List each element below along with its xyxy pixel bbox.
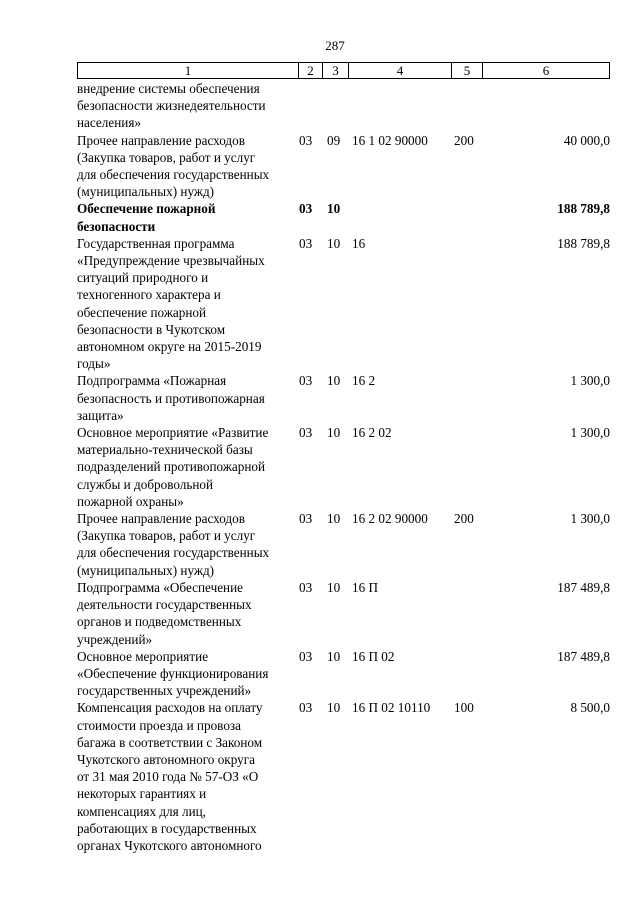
description-line: службы и добровольной xyxy=(77,476,214,492)
amount: 1 300,0 xyxy=(570,373,610,389)
description-line: работающих в государственных xyxy=(77,820,257,836)
description-line: для обеспечения государственных xyxy=(77,167,270,183)
description-line: безопасность и противопожарная xyxy=(77,390,265,406)
target-article-code: 16 П 02 10110 xyxy=(352,700,431,716)
subsection-code: 10 xyxy=(327,648,341,664)
section-code: 03 xyxy=(299,201,313,217)
table-row xyxy=(77,579,610,648)
description-line: стоимости проезда и провоза xyxy=(77,717,241,733)
target-article-code: 16 2 02 90000 xyxy=(352,511,428,527)
description-line: Компенсация расходов на оплату xyxy=(77,700,263,716)
page-number: 287 xyxy=(325,38,345,53)
description-line: (Закупка товаров, работ и услуг xyxy=(77,528,256,544)
header-col-1: 1 xyxy=(184,63,192,78)
description-line: компенсациях для лиц, xyxy=(77,803,206,819)
header-col-6: 6 xyxy=(482,63,609,78)
table-row xyxy=(77,235,610,373)
table-row xyxy=(77,372,610,424)
description-line: багажа в соответствии с Законом xyxy=(77,734,263,750)
description-line: подразделений противопожарной xyxy=(77,459,266,475)
subsection-code: 10 xyxy=(327,201,341,217)
row-description xyxy=(77,235,302,373)
description-line: (муниципальных) нужд) xyxy=(77,184,215,200)
section-code: 03 xyxy=(299,425,313,441)
table-row xyxy=(77,648,610,700)
table-row xyxy=(77,80,610,132)
description-line: «Обеспечение функционирования xyxy=(77,665,269,681)
description-line: некоторых гарантиях и xyxy=(77,786,207,802)
description-line: Прочее направление расходов xyxy=(77,511,245,527)
row-description xyxy=(77,372,302,424)
amount: 188 789,8 xyxy=(557,235,610,251)
expense-type-code: 200 xyxy=(454,132,474,148)
expense-type-code: 100 xyxy=(454,700,474,716)
description-line: Чукотского автономного округа xyxy=(77,751,255,767)
row-description xyxy=(77,648,302,700)
section-code: 03 xyxy=(299,648,313,664)
amount: 40 000,0 xyxy=(563,132,610,148)
subsection-code: 10 xyxy=(327,511,341,527)
section-code: 03 xyxy=(299,700,313,716)
amount: 188 789,8 xyxy=(557,201,610,217)
description-line: внедрение системы обеспечения xyxy=(77,81,260,96)
subsection-code: 10 xyxy=(327,700,341,716)
description-line: органах Чукотского автономного xyxy=(77,837,262,853)
row-description xyxy=(77,80,302,132)
amount: 187 489,8 xyxy=(557,579,610,595)
description-line: Подпрограмма «Обеспечение xyxy=(77,579,244,595)
row-description xyxy=(77,510,302,579)
subsection-code: 10 xyxy=(327,425,341,441)
amount: 1 300,0 xyxy=(570,425,610,441)
description-line: Основное мероприятие «Развитие xyxy=(77,425,269,441)
description-line: защита» xyxy=(77,407,124,423)
row-description xyxy=(77,424,302,510)
section-code: 03 xyxy=(299,132,313,148)
table-row xyxy=(77,132,610,201)
row-description xyxy=(77,699,302,854)
description-line: Прочее направление расходов xyxy=(77,132,245,148)
description-line: годы» xyxy=(77,356,111,372)
target-article-code: 16 П 02 xyxy=(352,648,395,664)
target-article-code: 16 2 xyxy=(352,373,376,389)
row-description xyxy=(77,579,302,648)
description-line: Государственная программа xyxy=(77,235,235,251)
row-description xyxy=(77,132,302,201)
description-line: (Закупка товаров, работ и услуг xyxy=(77,149,256,165)
section-code: 03 xyxy=(299,235,313,251)
subsection-code: 09 xyxy=(327,132,341,148)
amount: 187 489,8 xyxy=(557,648,610,664)
target-article-code: 16 xyxy=(352,235,366,251)
description-line: населения» xyxy=(77,115,141,131)
section-code: 03 xyxy=(299,511,313,527)
header-col-4: 4 xyxy=(348,63,451,78)
table-row xyxy=(77,200,610,234)
description-line: деятельности государственных xyxy=(77,597,252,613)
description-line: безопасности xyxy=(77,218,156,234)
description-line: для обеспечения государственных xyxy=(77,545,270,561)
header-col-2: 2 xyxy=(298,63,322,78)
subsection-code: 10 xyxy=(327,235,341,251)
section-code: 03 xyxy=(299,373,313,389)
table-row xyxy=(77,699,610,854)
subsection-code: 10 xyxy=(327,373,341,389)
description-line: безопасности в Чукотском xyxy=(77,321,226,337)
target-article-code: 16 1 02 90000 xyxy=(352,132,428,148)
header-col-3: 3 xyxy=(322,63,348,78)
target-article-code: 16 П xyxy=(352,579,379,595)
description-line: органов и подведомственных xyxy=(77,614,242,630)
description-line: Обеспечение пожарной xyxy=(77,201,216,217)
description-line: «Предупреждение чрезвычайных xyxy=(77,253,265,269)
subsection-code: 10 xyxy=(327,579,341,595)
header-col-5: 5 xyxy=(451,63,482,78)
description-line: Подпрограмма «Пожарная xyxy=(77,373,227,389)
expense-type-code: 200 xyxy=(454,511,474,527)
section-code: 03 xyxy=(299,579,313,595)
table-row xyxy=(77,424,610,510)
description-line: материально-технической базы xyxy=(77,442,253,458)
table-body xyxy=(77,80,610,854)
row-description xyxy=(77,200,302,234)
description-line: от 31 мая 2010 года № 57-ОЗ «О xyxy=(77,769,259,785)
description-line: безопасности жизнедеятельности xyxy=(77,98,266,114)
amount: 8 500,0 xyxy=(570,700,610,716)
table-row xyxy=(77,510,610,579)
amount: 1 300,0 xyxy=(570,511,610,527)
description-line: пожарной охраны» xyxy=(77,493,184,509)
description-line: обеспечение пожарной xyxy=(77,304,207,320)
description-line: ситуаций природного и xyxy=(77,270,209,286)
description-line: учреждений» xyxy=(77,631,153,647)
table-header xyxy=(77,62,610,79)
description-line: техногенного характера и xyxy=(77,287,221,303)
target-article-code: 16 2 02 xyxy=(352,425,392,441)
description-line: государственных учреждений» xyxy=(77,683,252,699)
description-line: автономном округе на 2015-2019 xyxy=(77,339,262,355)
description-line: (муниципальных) нужд) xyxy=(77,562,215,578)
description-line: Основное мероприятие xyxy=(77,648,209,664)
